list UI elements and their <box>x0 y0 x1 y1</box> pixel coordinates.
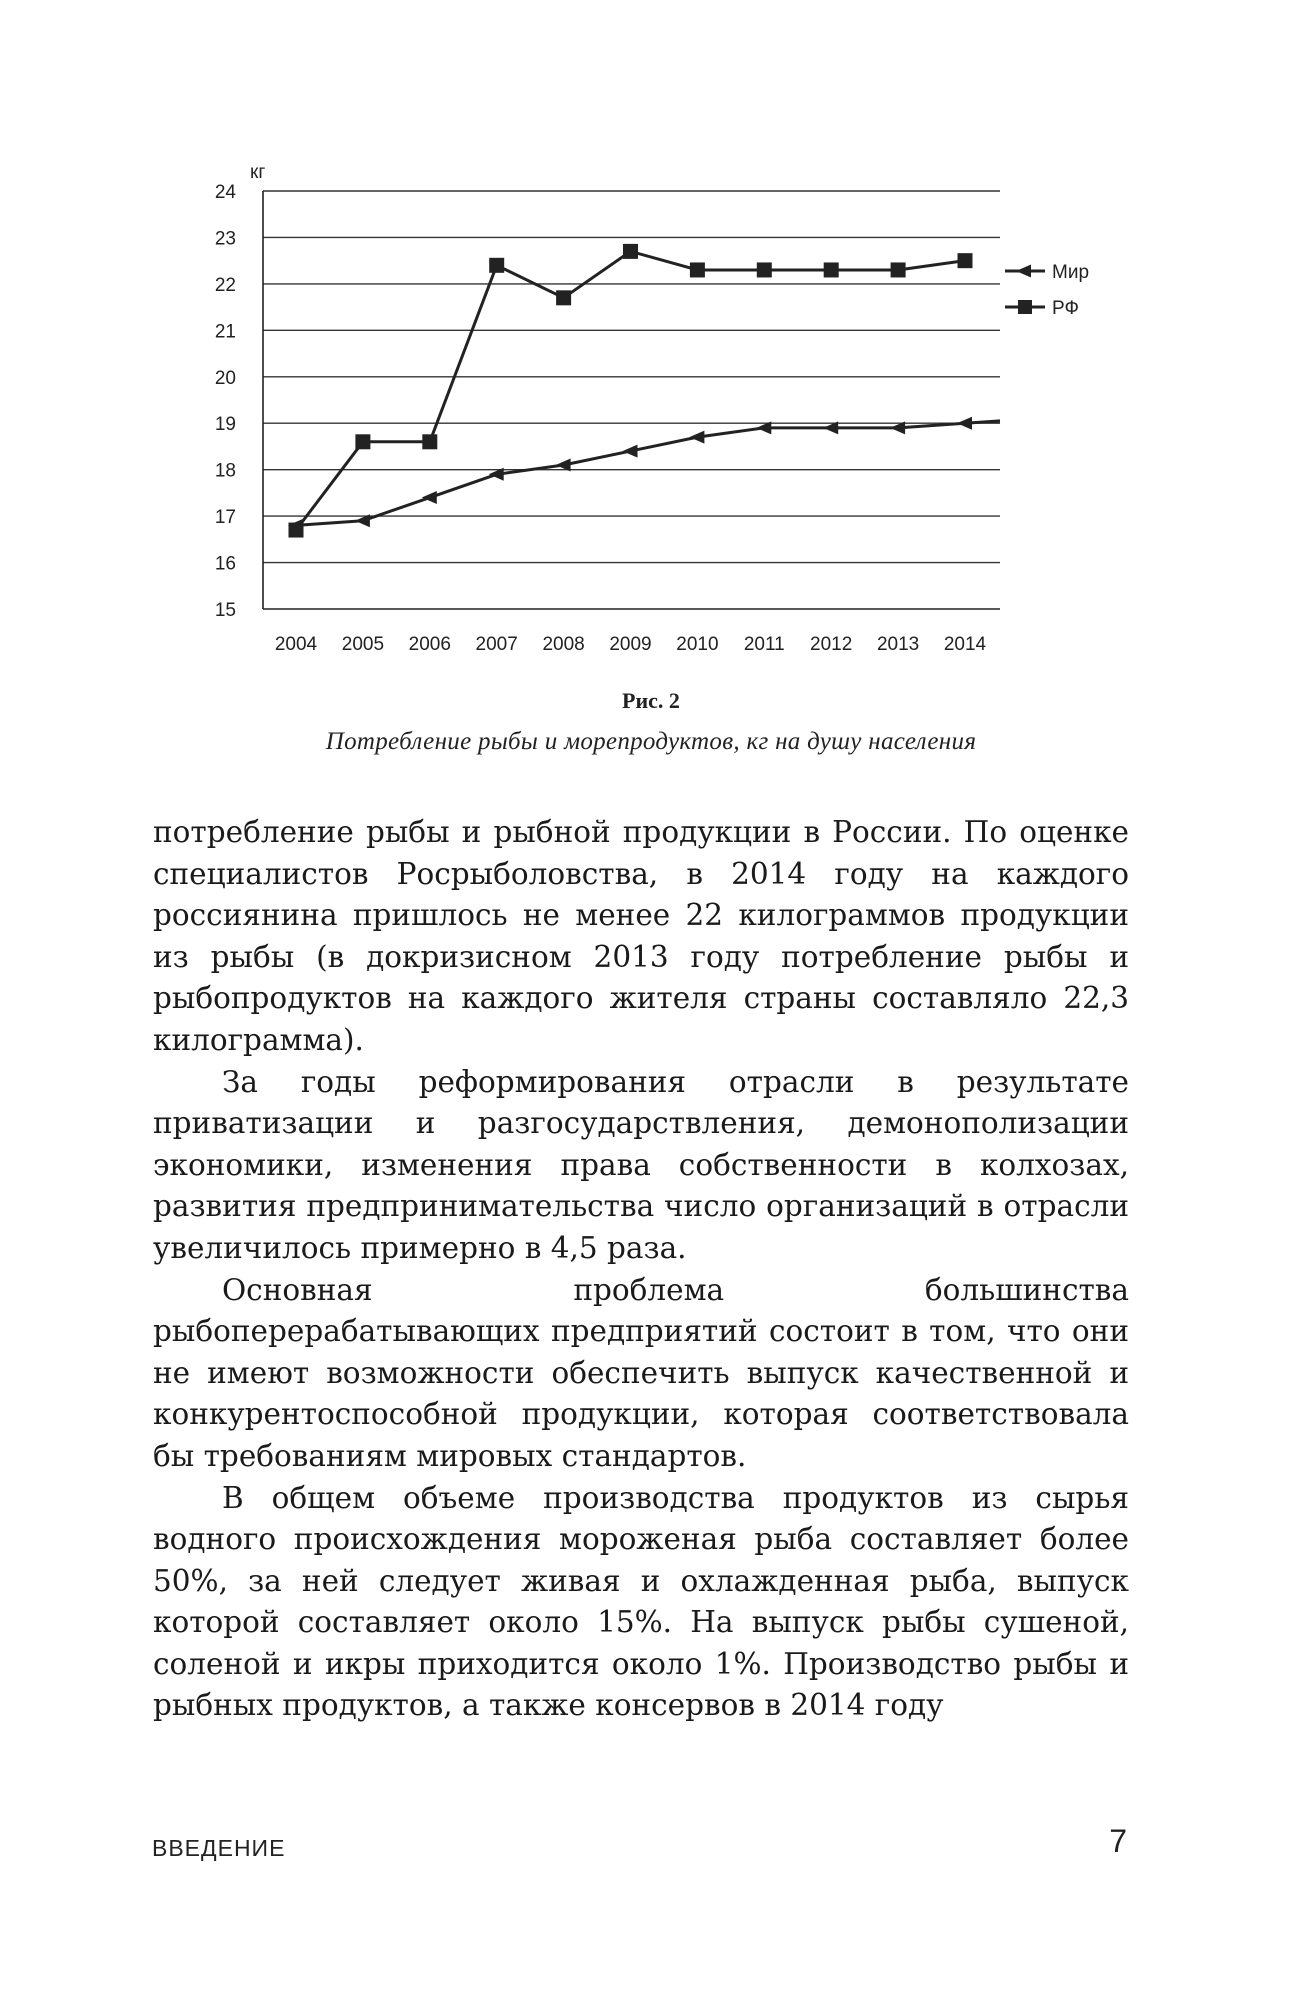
body-text <box>153 812 1129 1727</box>
y-tick-label-21: 21 <box>214 321 236 343</box>
chart-series <box>288 244 1000 538</box>
data-point-rf-2009 <box>623 244 638 259</box>
data-point-rf-2011 <box>757 262 772 277</box>
y-tick-label-23: 23 <box>214 228 236 250</box>
data-point-rf-2006 <box>422 434 437 449</box>
legend-marker-rf <box>1018 300 1032 314</box>
data-point-rf-2004 <box>289 523 304 538</box>
data-point-rf-2010 <box>690 262 705 277</box>
y-tick-label-22: 22 <box>214 274 236 296</box>
paragraph-3: Основная проблема большинства рыбоперерабатывающих предприятий состоит в том, что они не имеют возможности обеспечить выпуск качественной и конкурентоспособной продукции, которая соответствовала бы требованиям мировых стандартов. <box>153 1272 1129 1473</box>
series-line-rf <box>296 251 965 530</box>
page-number: 7 <box>1109 1823 1127 1859</box>
y-tick-label-17: 17 <box>214 507 236 529</box>
x-tick-label-2008: 2008 <box>542 634 585 655</box>
paragraph-1: потребление рыбы и рыбной продукции в России. По оценке специалистов Росрыболовства, в 2014 году на каждого россиянина пришлось не менее 22 килограммов продукции из рыбы (в докризисном 2013 году потребление рыбы и рыбопродуктов на каждого жителя страны составляло 22,3 килограмма). <box>153 815 1129 1057</box>
x-tick-label-2012: 2012 <box>810 634 853 655</box>
y-tick-label-24: 24 <box>214 182 236 203</box>
y-tick-label-20: 20 <box>214 367 236 389</box>
legend-label-world: Мир <box>1052 262 1090 283</box>
data-point-world-2010 <box>689 431 704 444</box>
x-tick-label-2011: 2011 <box>743 634 785 655</box>
y-tick-label-15: 15 <box>214 600 236 621</box>
legend-label-rf: РФ <box>1052 298 1079 319</box>
x-tick-label-2007: 2007 <box>475 634 518 655</box>
data-point-rf-2013 <box>891 262 906 277</box>
chart-legend <box>1005 262 1089 319</box>
y-tick-label-16: 16 <box>214 553 236 575</box>
running-footer-section: ВВЕДЕНИЕ <box>152 1835 286 1861</box>
series-line-world <box>296 421 1000 526</box>
figure-caption: Потребление рыбы и морепродуктов, кг на душу населения <box>325 728 977 755</box>
y-tick-label-18: 18 <box>214 460 236 482</box>
data-point-world-2006 <box>422 491 437 504</box>
x-tick-label-2014: 2014 <box>943 634 987 655</box>
x-tick-label-2006: 2006 <box>408 634 451 655</box>
paragraph-2: За годы реформирования отрасли в результате приватизации и разгосударствления, демонополизации экономики, изменения права собственности в колхозах, развития предпринимательства число организаций в отрасли увеличилось примерно в 4,5 раза. <box>153 1064 1129 1265</box>
x-tick-label-2013: 2013 <box>876 634 920 655</box>
x-tick-label-2004: 2004 <box>274 634 318 655</box>
data-point-rf-2008 <box>556 290 571 305</box>
data-point-rf-2005 <box>355 434 370 449</box>
chart-axes <box>215 162 1000 655</box>
legend-marker-world <box>1016 265 1031 278</box>
data-point-world-2009 <box>623 445 638 458</box>
y-axis-unit-label: кг <box>250 162 266 183</box>
data-point-rf-2014 <box>958 253 973 268</box>
data-point-rf-2007 <box>489 258 504 273</box>
x-tick-label-2009: 2009 <box>609 634 652 655</box>
y-tick-label-19: 19 <box>214 414 236 436</box>
x-tick-label-2010: 2010 <box>676 634 719 655</box>
line-chart <box>0 0 1302 720</box>
data-point-rf-2012 <box>824 262 839 277</box>
data-point-world-2014 <box>957 417 972 430</box>
figure-number: Рис. 2 <box>622 688 680 713</box>
paragraph-4: В общем объеме производства продуктов из сырья водного происхождения мороженая рыба составляет более 50%, за ней следует живая и охлажденная рыба, выпуск которой составляет около 15%. На выпуск рыбы сушеной, соленой и икры приходится около 1%. Производство рыбы и рыбных продуктов, а также консервов в 2014 году <box>153 1480 1129 1723</box>
x-tick-label-2005: 2005 <box>341 634 385 655</box>
